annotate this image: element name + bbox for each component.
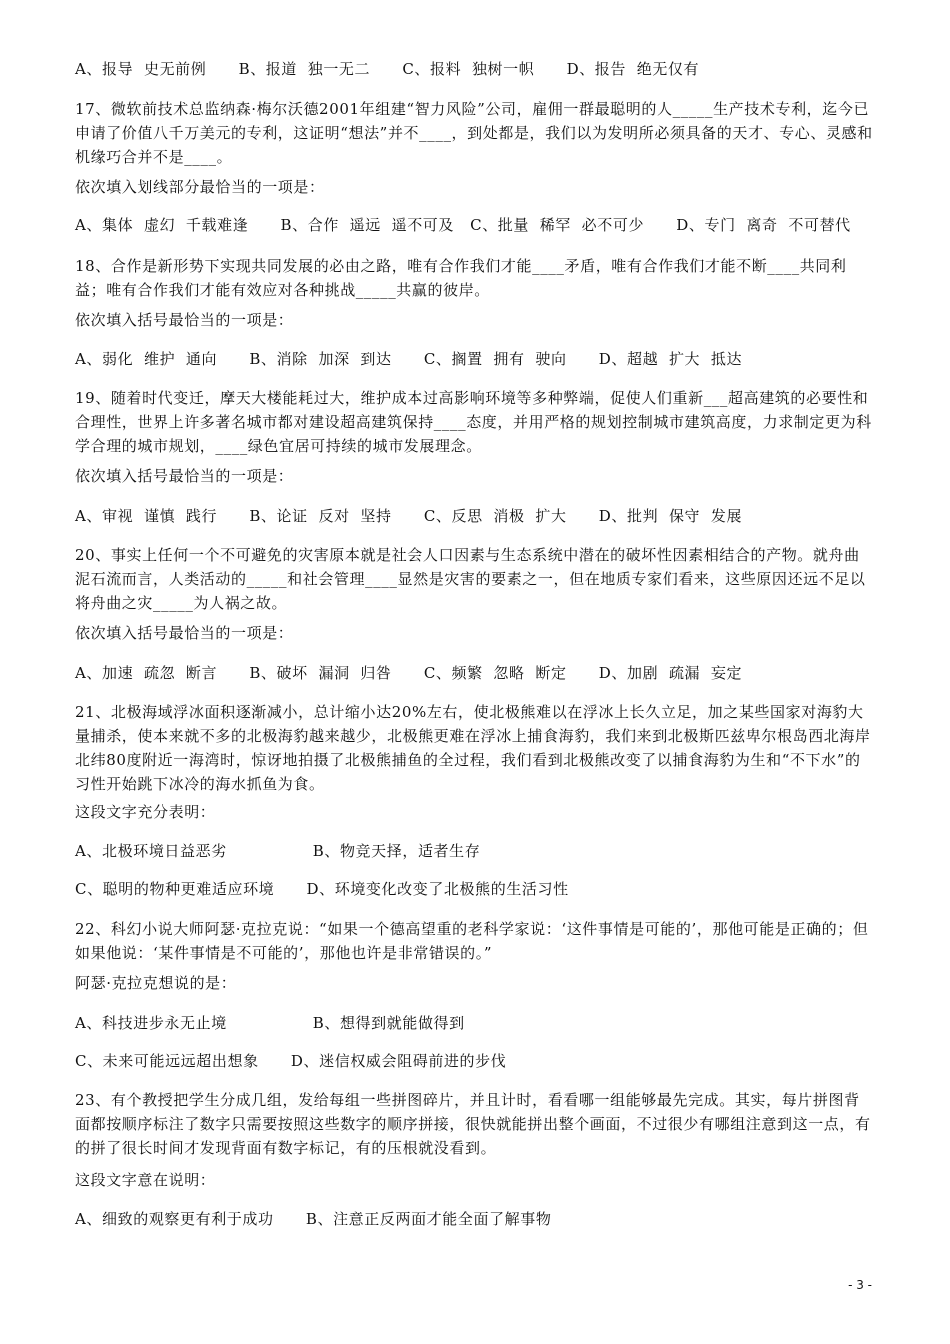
q19-options: A、审视 谨慎 践行 B、论证 反对 坚持 C、反思 消极 扩大 D、批判 保守 发展	[75, 507, 743, 525]
q16-options: A、报导 史无前例 B、报道 独一无二 C、报料 独树一帜 D、报告 绝无仅有	[75, 60, 700, 78]
q22-options-row2: C、未来可能远远超出想象 D、迷信权威会阻碍前进的步伐	[75, 1052, 507, 1070]
q20-stem: 20、事实上任何一个不可避免的灾害原本就是社会人口因素与生态系统中潜在的破坏性因素相结合的产物。就舟曲泥石流而言，人类活动的_____和社会管理____显然是灾害的要素之一，但在地质专家们看来，这些原因还远不足以将舟曲之灾_____为人祸之故。	[75, 546, 866, 612]
q19-prompt: 依次填入括号最恰当的一项是：	[75, 467, 294, 485]
page-number: - 3 -	[848, 1278, 872, 1292]
q17-options: A、集体 虚幻 千载难逢 B、合作 遥远 遥不可及 C、批量 稀罕 必不可少 D、专门 离奇 不可替代	[75, 216, 851, 234]
q21-prompt: 这段文字充分表明：	[75, 803, 216, 821]
q18-options: A、弱化 维护 通向 B、消除 加深 到达 C、搁置 拥有 驶向 D、超越 扩大 抵达	[75, 350, 743, 368]
q23-prompt: 这段文字意在说明：	[75, 1171, 216, 1189]
q21-options-row2: C、聪明的物种更难适应环境 D、环境变化改变了北极熊的生活习性	[75, 880, 569, 898]
q21-stem: 21、北极海域浮冰面积逐渐减小，总计缩小达20%左右，使北极熊难以在浮冰上长久立足，加之某些国家对海豹大量捕杀，使本来就不多的北极海豹越来越少，北极熊更难在浮冰上捕食海豹，我们来到北极斯匹兹卑尔根岛西北海岸北纬80度附近一海湾时，惊讶地拍摄了北极熊捕鱼的全过程，我们看到北极熊改变了以捕食海豹为生和“不下水”的习性开始跳下冰冷的海水抓鱼为食。	[75, 703, 871, 793]
q23-options-row1: A、细致的观察更有利于成功 B、注意正反两面才能全面了解事物	[75, 1210, 552, 1228]
q19-stem: 19、随着时代变迁，摩天大楼能耗过大，维护成本过高影响环境等多种弊端，促使人们重新___超高建筑的必要性和合理性，世界上许多著名城市都对建设超高建筑保持____态度，并用严格的规划控制城市建筑高度，力求制定更为科学合理的城市规划，____绿色宜居可持续的城市发展理念。	[75, 389, 872, 455]
q22-prompt: 阿瑟·克拉克想说的是：	[75, 974, 237, 992]
q20-options: A、加速 疏忽 断言 B、破坏 漏洞 归咎 C、频繁 忽略 断定 D、加剧 疏漏 妄定	[75, 664, 743, 682]
q18-prompt: 依次填入括号最恰当的一项是：	[75, 311, 294, 329]
q23-stem: 23、有个教授把学生分成几组，发给每组一些拼图碎片，并且计时，看看哪一组能够最先完成。其实，每片拼图背面都按顺序标注了数字只需要按照这些数字的顺序拼接，很快就能拼出整个画面，不过很少有哪组注意到这一点，有的拼了很长时间才发现背面有数字标记，有的压根就没看到。	[75, 1091, 871, 1157]
q18-stem: 18、合作是新形势下实现共同发展的必由之路，唯有合作我们才能____矛盾，唯有合作我们才能不断____共同利益；唯有合作我们才能有效应对各种挑战_____共赢的彼岸。	[75, 257, 847, 299]
q17-prompt: 依次填入划线部分最恰当的一项是：	[75, 178, 325, 196]
q20-prompt: 依次填入括号最恰当的一项是：	[75, 624, 294, 642]
q17-stem: 17、微软前技术总监纳森·梅尔沃德2001年组建“智力风险”公司，雇佣一群最聪明的人_____生产技术专利，迄今已申请了价值八千万美元的专利，这证明“想法”并不____，到处都是，我们以为发明所必须具备的天才、专心、灵感和机缘巧合并不是____。	[75, 100, 873, 166]
q21-options-row1: A、北极环境日益恶劣 B、物竞天择，适者生存	[75, 842, 481, 860]
q22-stem: 22、科幻小说大师阿瑟·克拉克说：“如果一个德高望重的老科学家说：‘这件事情是可能的’，那他可能是正确的；但如果他说：‘某件事情是不可能的’，那他也许是非常错误的。”	[75, 920, 869, 962]
q22-options-row1: A、科技进步永无止境 B、想得到就能做得到	[75, 1014, 465, 1032]
